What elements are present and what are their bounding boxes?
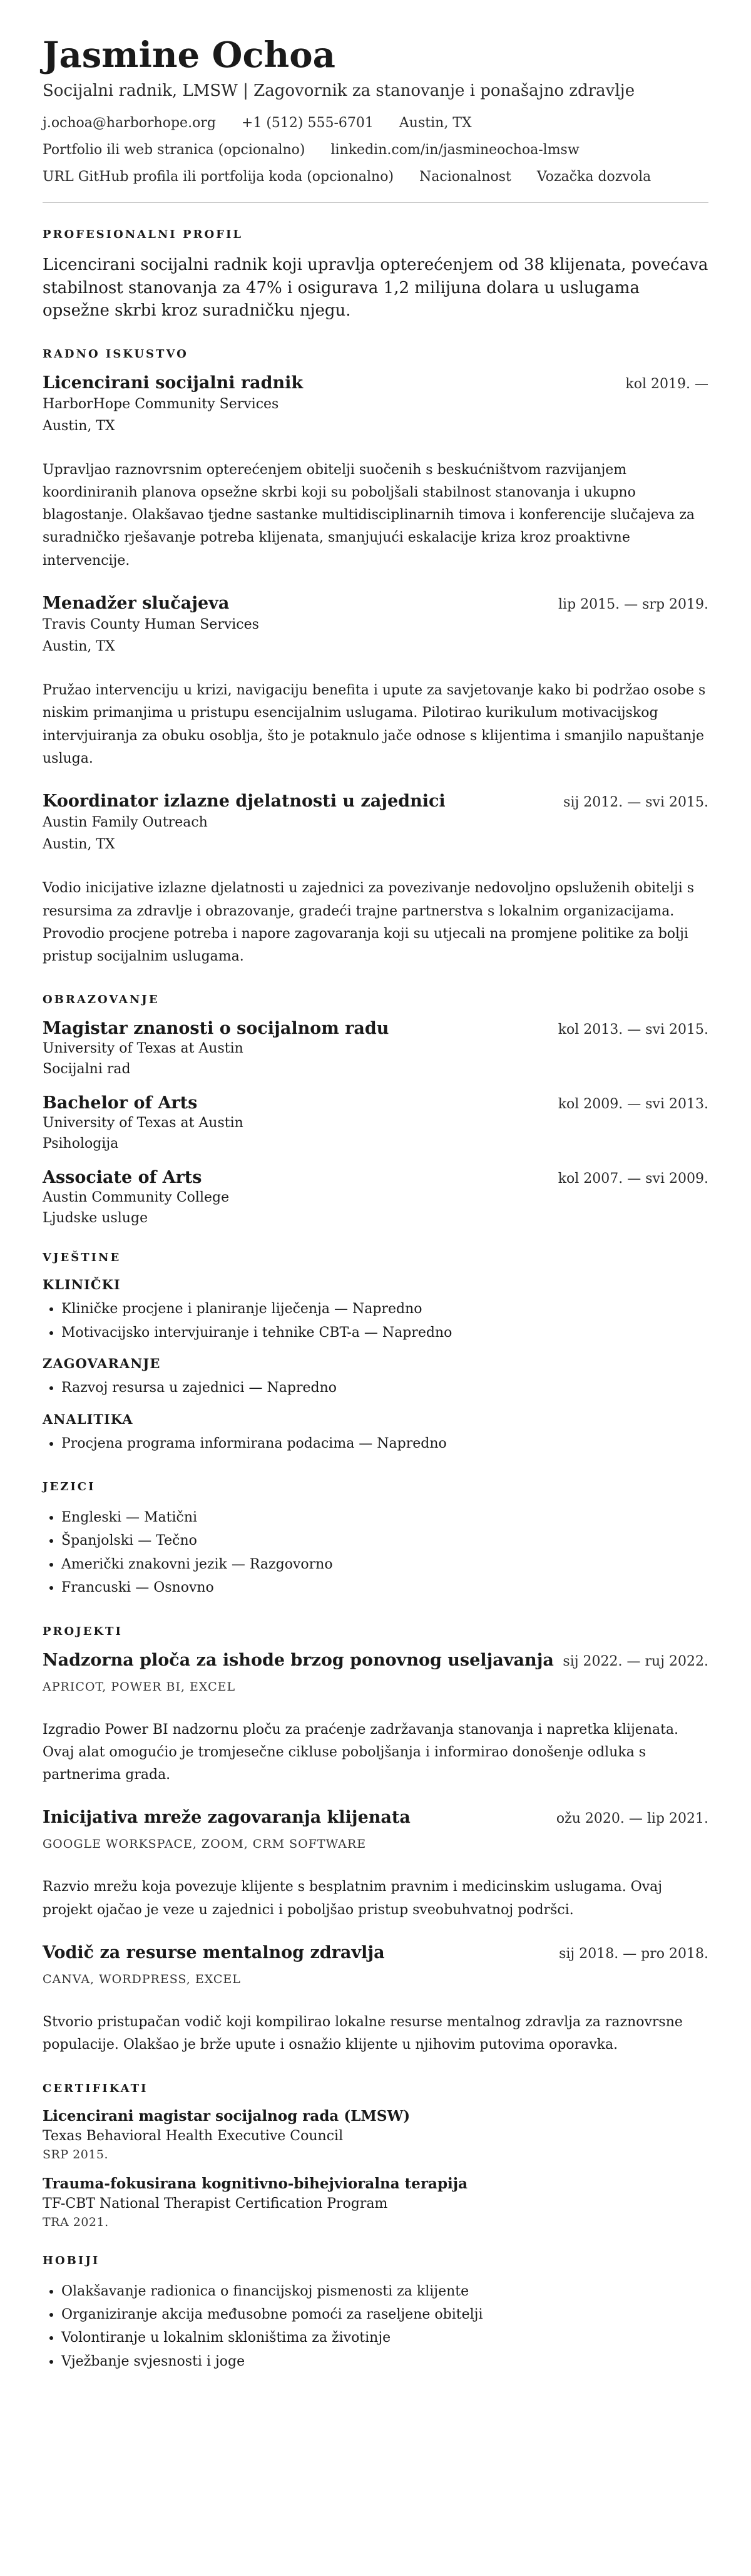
skill-category: ANALITIKA [43,1411,133,1427]
language-item: • Američki znakovni jezik — Razgovorno [61,1553,708,1576]
skill-list [43,1432,708,1455]
school-name: Austin Community College [43,1190,230,1206]
experience-heading: RADNO ISKUSTVO [43,347,188,361]
job-dates: kol 2019. — [625,376,708,392]
job-employer: Austin Family Outreach [43,815,208,831]
contact-row-1 [43,115,708,131]
project-technologies: CANVA, WORDPRESS, EXCEL [43,1972,241,1987]
profile-summary: Licencirani socijalni radnik koji upravlja opterećenjem od 38 klijenata, povećava stabilnost stanovanja za 47% i osigurava 1,2 milijuna dolara u uslugama opsežne skrbi kroz suradničku njegu. [43,255,708,321]
experience-entry [43,594,708,770]
school-name: University of Texas at Austin [43,1115,243,1131]
school-name: University of Texas at Austin [43,1041,243,1057]
project-entry [43,1651,708,1787]
contact-row-2 [43,142,708,158]
project-title: Inicijativa mreže zagovaranja klijenata [43,1808,411,1828]
project-dates: sij 2022. — ruj 2022. [563,1653,708,1669]
job-title: Menadžer slučajeva [43,594,230,614]
project-dates: sij 2018. — pro 2018. [559,1946,708,1962]
certificate-date: SRP 2015. [43,2147,109,2161]
hobbies-heading: HOBIJI [43,2254,100,2267]
degree-field: Psihologija [43,1136,119,1152]
job-title: Koordinator izlazne djelatnosti u zajednici [43,791,446,811]
project-description: Izgradio Power BI nadzornu ploču za praćenje zadržavanja stanovanja i napretka klijenata. Ovaj alat omogućio je tromjesečne cikluse poboljšanja i informirao donošenje odluka s partnerima grada. [43,1721,679,1783]
contact-location: Austin, TX [399,115,472,131]
projects-heading: PROJEKTI [43,1624,123,1638]
skill-category: KLINIČKI [43,1277,121,1293]
degree-title: Bachelor of Arts [43,1093,198,1113]
candidate-headline: Socijalni radnik, LMSW | Zagovornik za stanovanje i ponašajno zdravlje [43,81,635,101]
job-description: Pružao intervenciju u krizi, navigaciju benefita i upute za savjetovanje kako bi podržao osobe s niskim primanjima u pristupu esencijalnim uslugama. Pilotirao kurikulum motivacijskog intervjuiranja za obuku osoblja, što je potaknulo jače odnose s klijentima i smanjilo napuštanje usluga. [43,683,706,766]
resume-header [43,35,708,185]
experience-entry [43,373,708,572]
skill-item: • Kliničke procjene i planiranje liječenja — Napredno [61,1297,708,1321]
skills-heading: VJEŠTINE [43,1251,121,1265]
job-employer: HarborHope Community Services [43,396,279,412]
skill-item: • Razvoj resursa u zajednici — Napredno [61,1376,708,1399]
job-location: Austin, TX [43,837,115,853]
certificates-heading: CERTIFIKATI [43,2081,148,2095]
language-item: • Španjolski — Tečno [61,1529,708,1552]
project-technologies: APRICOT, POWER BI, EXCEL [43,1679,236,1694]
contact-portfolio[interactable]: Portfolio ili web stranica (opcionalno) [43,142,305,158]
job-location: Austin, TX [43,418,115,434]
certificate-issuer: TF-CBT National Therapist Certification Program [43,2195,388,2212]
certificates-section [43,2082,708,2229]
skill-item: • Procjena programa informirana podacima — Napredno [61,1432,708,1455]
contact-phone[interactable]: +1 (512) 555-6701 [241,115,374,131]
education-entry [43,1019,708,1077]
contact-nationality: Nacionalnost [419,169,511,185]
skill-list [43,1376,708,1399]
job-description: Vodio inicijative izlazne djelatnosti u zajednici za povezivanje nedovoljno opsluženih obitelji s resursima za zdravlje i obrazovanje, gradeći trajne partnerstva s lokalnim organizacijama. Provodio procjene potreba i napore zagovaranja koji su utjecali na promjene politike za bolji pristup socijalnim uslugama. [43,880,695,965]
degree-title: Magistar znanosti o socijalnom radu [43,1019,389,1039]
education-entry [43,1093,708,1151]
project-dates: ožu 2020. — lip 2021. [556,1811,708,1827]
degree-field: Socijalni rad [43,1061,131,1078]
contact-row-3 [43,169,708,185]
experience-section [43,348,708,969]
project-entry [43,1808,708,1922]
project-technologies: GOOGLE WORKSPACE, ZOOM, CRM SOFTWARE [43,1837,367,1852]
project-description: Stvorio pristupačan vodič koji kompilirao lokalne resurse mentalnog zdravlja za raznovrsne populacije. Olakšao je brže upute i osnažio klijente u njihovim putovima oporavka. [43,2014,683,2053]
skill-list [43,1297,708,1344]
project-title: Vodič za resurse mentalnog zdravlja [43,1943,385,1963]
degree-dates: kol 2013. — svi 2015. [558,1022,708,1038]
experience-entry [43,791,708,968]
certificate-date: TRA 2021. [43,2215,109,2229]
hobby-item: • Organiziranje akcija međusobne pomoći za raseljene obitelji [61,2303,708,2326]
language-item: • Francuski — Osnovno [61,1576,708,1599]
hobby-item: • Volontiranje u lokalnim skloništima za životinje [61,2326,708,2349]
degree-dates: kol 2007. — svi 2009. [558,1171,708,1187]
skills-section [43,1251,708,1455]
education-section [43,993,708,1226]
job-title: Licencirani socijalni radnik [43,373,304,393]
certificate-title: Licencirani magistar socijalnog rada (LMSW) [43,2107,411,2125]
contact-driving-license: Vozačka dozvola [536,169,651,185]
project-entry [43,1943,708,2057]
profile-heading: PROFESIONALNI PROFIL [43,228,243,242]
hobby-item: • Vježbanje svjesnosti i joge [61,2350,708,2373]
skill-category: ZAGOVARANJE [43,1356,161,1372]
projects-section [43,1625,708,2057]
contact-github[interactable]: URL GitHub profila ili portfolija koda (opcionalno) [43,169,394,185]
header-divider [43,202,708,203]
language-item: • Engleski — Matični [61,1506,708,1529]
certificate-issuer: Texas Behavioral Health Executive Council [43,2128,344,2144]
profile-section [43,228,708,322]
hobby-list [43,2280,708,2374]
project-description: Razvio mrežu koja povezuje klijente s besplatnim pravnim i medicinskim uslugama. Ovaj projekt ojačao je veze u zajednici i poboljšao pristup sveobuhvatnoj podršci. [43,1879,663,1918]
degree-field: Ljudske usluge [43,1210,148,1227]
project-title: Nadzorna ploča za ishode brzog ponovnog useljavanja [43,1650,554,1670]
education-entry [43,1168,708,1226]
certificate-title: Trauma-fokusirana kognitivno-bihejvioralna terapija [43,2175,468,2192]
job-dates: sij 2012. — svi 2015. [563,795,708,811]
hobbies-section [43,2254,708,2374]
contact-linkedin[interactable]: linkedin.com/in/jasmineochoa-lmsw [330,142,580,158]
education-heading: OBRAZOVANJE [43,993,160,1007]
degree-title: Associate of Arts [43,1168,202,1188]
contact-email[interactable]: j.ochoa@harborhope.org [43,115,216,131]
job-description: Upravljao raznovrsnim opterećenjem obitelji suočenih s beskućništvom razvijanjem koordiniranih planova opsežne skrbi koji su poboljšali stabilnost stanovanja i ukupno blagostanje. Olakšavao tjedne sastanke multidisciplinarnih timova i konferencije slučajeva za suradničko rješavanje potreba klijenata, smanjujući eskalacije kriza kroz proaktivne intervencije. [43,461,695,569]
languages-section [43,1480,708,1600]
candidate-name: Jasmine Ochoa [43,34,335,76]
job-dates: lip 2015. — srp 2019. [558,597,708,613]
degree-dates: kol 2009. — svi 2013. [558,1096,708,1113]
certificate-entry [43,2175,708,2229]
job-employer: Travis County Human Services [43,617,259,633]
languages-heading: JEZICI [43,1480,96,1493]
skill-item: • Motivacijsko intervjuiranje i tehnike CBT-a — Napredno [61,1321,708,1344]
certificate-entry [43,2108,708,2161]
language-list [43,1506,708,1600]
hobby-item: • Olakšavanje radionica o financijskoj pismenosti za klijente [61,2280,708,2303]
job-location: Austin, TX [43,639,115,655]
